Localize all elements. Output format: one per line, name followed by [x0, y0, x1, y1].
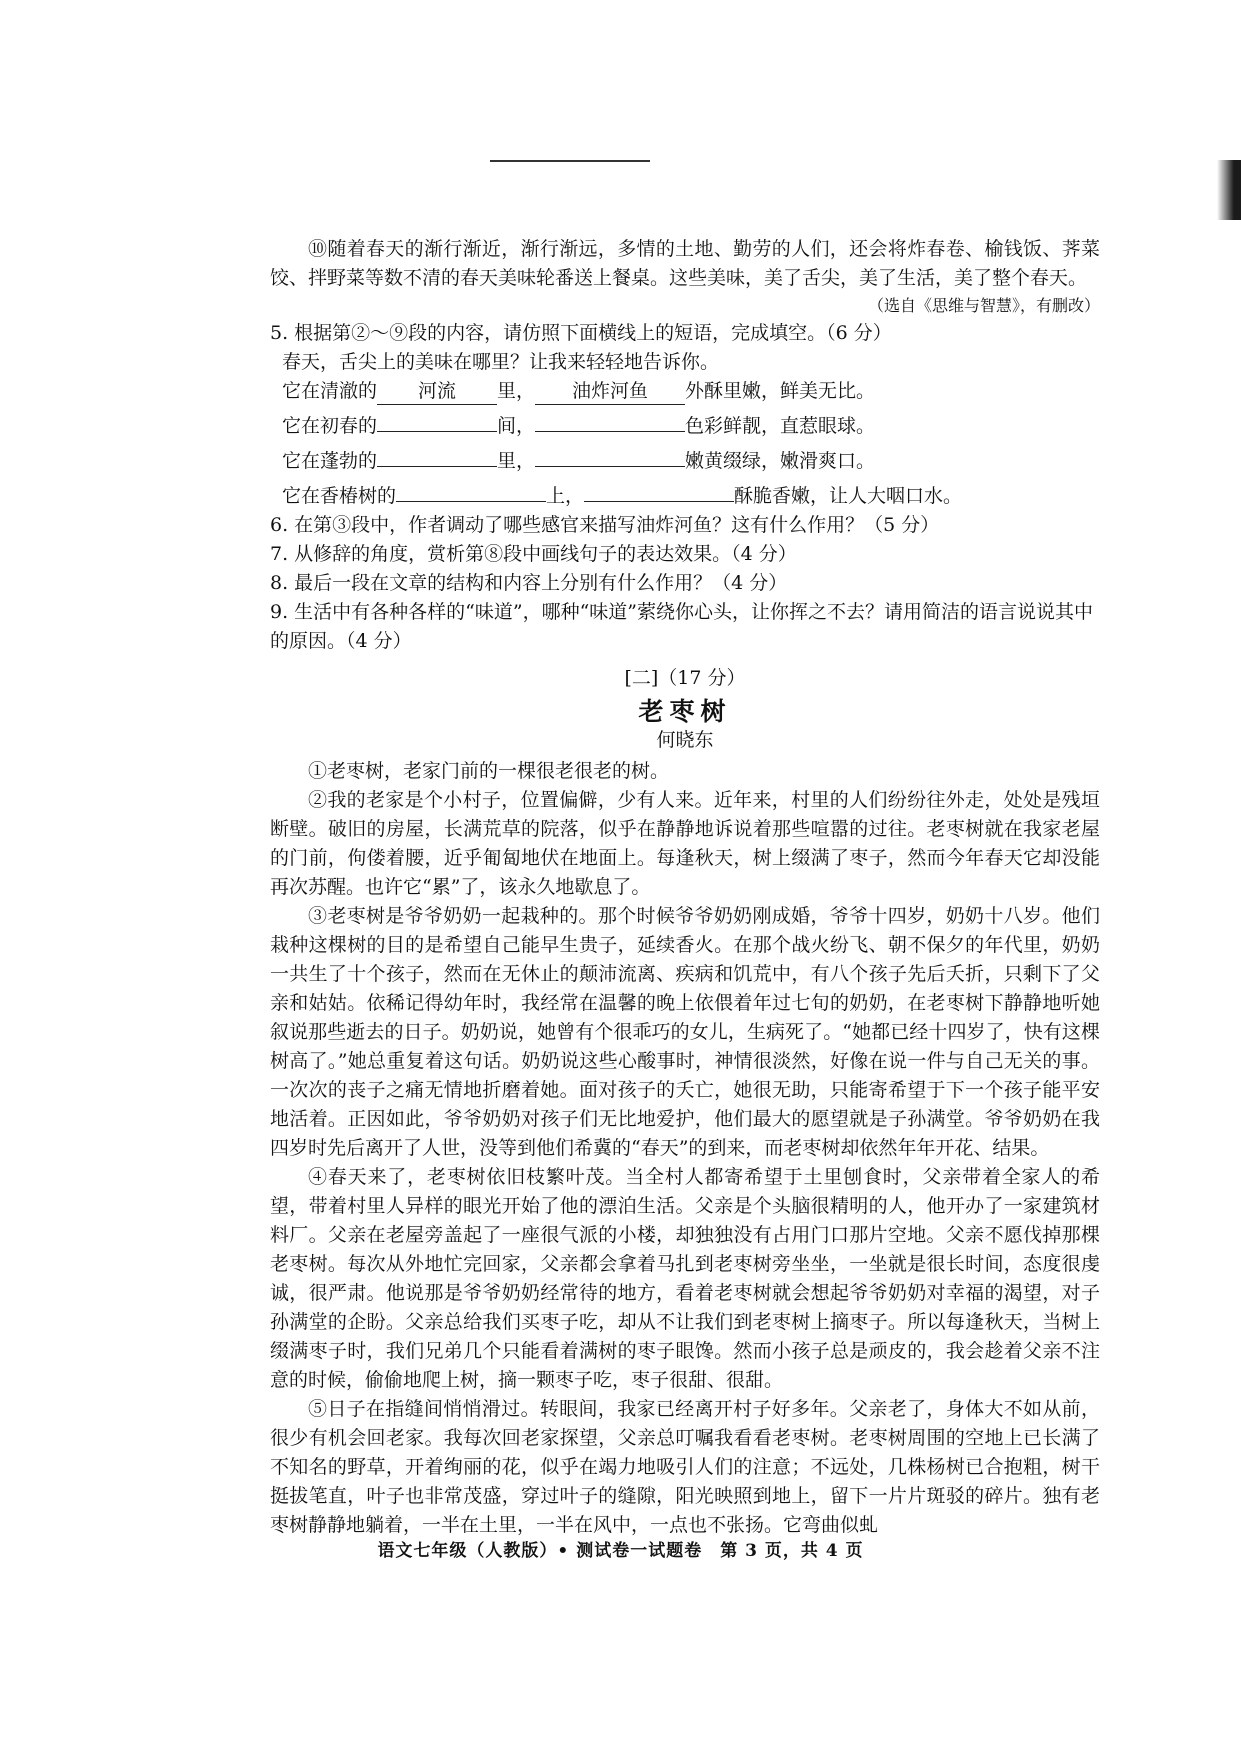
page-content: [270, 235, 1100, 1540]
answer-blank[interactable]: [535, 441, 685, 467]
answer-blank[interactable]: [377, 406, 497, 432]
essay-author: 何晓东: [656, 729, 714, 751]
essay-paragraph-3: ③老枣树是爷爷奶奶一起栽种的。那个时候爷爷奶奶刚成婚，爷爷十四岁，奶奶十八岁。他们栽种这棵树的目的是希望自己能早生贵子，延续香火。在那个战火纷飞、朝不保夕的年代里，奶奶一共生了十个孩子，然而在无休止的颠沛流离、疾病和饥荒中，有八个孩子先后夭折，只剩下了父亲和姑姑。依稀记得幼年时，我经常在温馨的晚上依偎着年过七旬的奶奶，在老枣树下静静地听她叙说那些逝去的日子。奶奶说，她曾有个很乖巧的女儿，生病死了。“她都已经十四岁了，快有这棵树高了。”她总重复着这句话。奶奶说这些心酸事时，神情很淡然，好像在说一件与自己无关的事。一次次的丧子之痛无情地折磨着她。面对孩子的夭亡，她很无助，只能寄希望于下一个孩子能平安地活着。正因如此，爷爷奶奶对孩子们无比地爱护，他们最大的愿望就是子孙满堂。爷爷奶奶在我四岁时先后离开了人世，没等到他们希冀的“春天”的到来，而老枣树却依然年年开花、结果。: [270, 905, 1100, 1159]
page-footer: 语文七年级（人教版）• 测试卷一试题卷 第 3 页，共 4 页: [377, 1541, 864, 1561]
source-citation: （选自《思维与智慧》，有删改）: [867, 296, 1100, 315]
fill-row-1: 它在清澈的 河流 里， 油炸河鱼 外酥里嫩，鲜美无比。: [270, 377, 1100, 406]
answer-blank[interactable]: [396, 476, 546, 502]
answer-blank[interactable]: [584, 476, 734, 502]
fill-row-3: 它在蓬勃的 里， 嫩黄缀绿，嫩滑爽口。: [270, 441, 1100, 476]
question-8: 8. 最后一段在文章的结构和内容上分别有什么作用？（4 分）: [270, 572, 788, 594]
section-heading: [二]（17 分）: [624, 667, 746, 689]
top-rule: [490, 160, 650, 162]
answer-blank[interactable]: [377, 441, 497, 467]
question-5-intro: 春天，舌尖上的美味在哪里？让我来轻轻地告诉你。: [282, 351, 720, 373]
fill-row-4: 它在香椿树的 上， 酥脆香嫩，让人大咽口水。: [270, 476, 1100, 511]
essay-title: 老枣树: [638, 697, 732, 726]
essay-paragraph-4: ④春天来了，老枣树依旧枝繁叶茂。当全村人都寄希望于土里刨食时，父亲带着全家人的希望，带着村里人异样的眼光开始了他的漂泊生活。父亲是个头脑很精明的人，他开办了一家建筑材料厂。父亲在老屋旁盖起了一座很气派的小楼，却独独没有占用门口那片空地。父亲不愿伐掉那棵老枣树。每次从外地忙完回家，父亲都会拿着马扎到老枣树旁坐坐，一坐就是很长时间，态度很虔诚，很严肃。他说那是爷爷奶奶经常待的地方，看着老枣树就会想起爷爷奶奶对幸福的渴望，对子孙满堂的企盼。父亲总给我们买枣子吃，却从不让我们到老枣树上摘枣子。所以每逢秋天，当树上缀满枣子时，我们兄弟几个只能看着满树的枣子眼馋。然而小孩子总是顽皮的，我会趁着父亲不注意的时候，偷偷地爬上树，摘一颗枣子吃，枣子很甜、很甜。: [270, 1166, 1100, 1391]
question-5-prompt: 5. 根据第②～⑨段的内容，请仿照下面横线上的短语，完成填空。（6 分）: [270, 322, 892, 344]
passage-paragraph-10: ⑩随着春天的渐行渐近，渐行渐远，多情的土地、勤劳的人们，还会将炸春卷、榆钱饭、荠菜饺、拌野菜等数不清的春天美味轮番送上餐桌。这些美味，美了舌尖，美了生活，美了整个春天。: [270, 238, 1100, 289]
essay-paragraph-1: ①老枣树，老家门前的一棵很老很老的树。: [308, 760, 670, 782]
answer-blank[interactable]: 河流: [377, 379, 497, 405]
answer-blank[interactable]: 油炸河鱼: [535, 379, 685, 405]
scan-edge-shadow: [1217, 160, 1241, 220]
essay-paragraph-2: ②我的老家是个小村子，位置偏僻，少有人来。近年来，村里的人们纷纷往外走，处处是残垣断壁。破旧的房屋，长满荒草的院落，似乎在静静地诉说着那些喧嚣的过往。老枣树就在我家老屋的门前，佝偻着腰，近乎匍匐地伏在地面上。每逢秋天，树上缀满了枣子，然而今年春天它却没能再次苏醒。也许它“累”了，该永久地歇息了。: [270, 789, 1100, 898]
question-6: 6. 在第③段中，作者调动了哪些感官来描写油炸河鱼？这有什么作用？（5 分）: [270, 514, 940, 536]
question-9: 9. 生活中有各种各样的“味道”，哪种“味道”萦绕你心头，让你挥之不去？请用简洁的语言说说其中的原因。（4 分）: [270, 601, 1094, 652]
answer-blank[interactable]: [535, 406, 685, 432]
question-7: 7. 从修辞的角度，赏析第⑧段中画线句子的表达效果。（4 分）: [270, 543, 797, 565]
fill-row-2: 它在初春的 间， 色彩鲜靓，直惹眼球。: [270, 406, 1100, 441]
essay-paragraph-5: ⑤日子在指缝间悄悄滑过。转眼间，我家已经离开村子好多年。父亲老了，身体大不如从前，很少有机会回老家。我每次回老家探望，父亲总叮嘱我看看老枣树。老枣树周围的空地上已长满了不知名的野草，开着绚丽的花，似乎在竭力地吸引人们的注意；不远处，几株杨树已合抱粗，树干挺拔笔直，叶子也非常茂盛，穿过叶子的缝隙，阳光映照到地上，留下一片片斑驳的碎片。独有老枣树静静地躺着，一半在土里，一半在风中，一点也不张扬。它弯曲似虬: [270, 1398, 1100, 1536]
